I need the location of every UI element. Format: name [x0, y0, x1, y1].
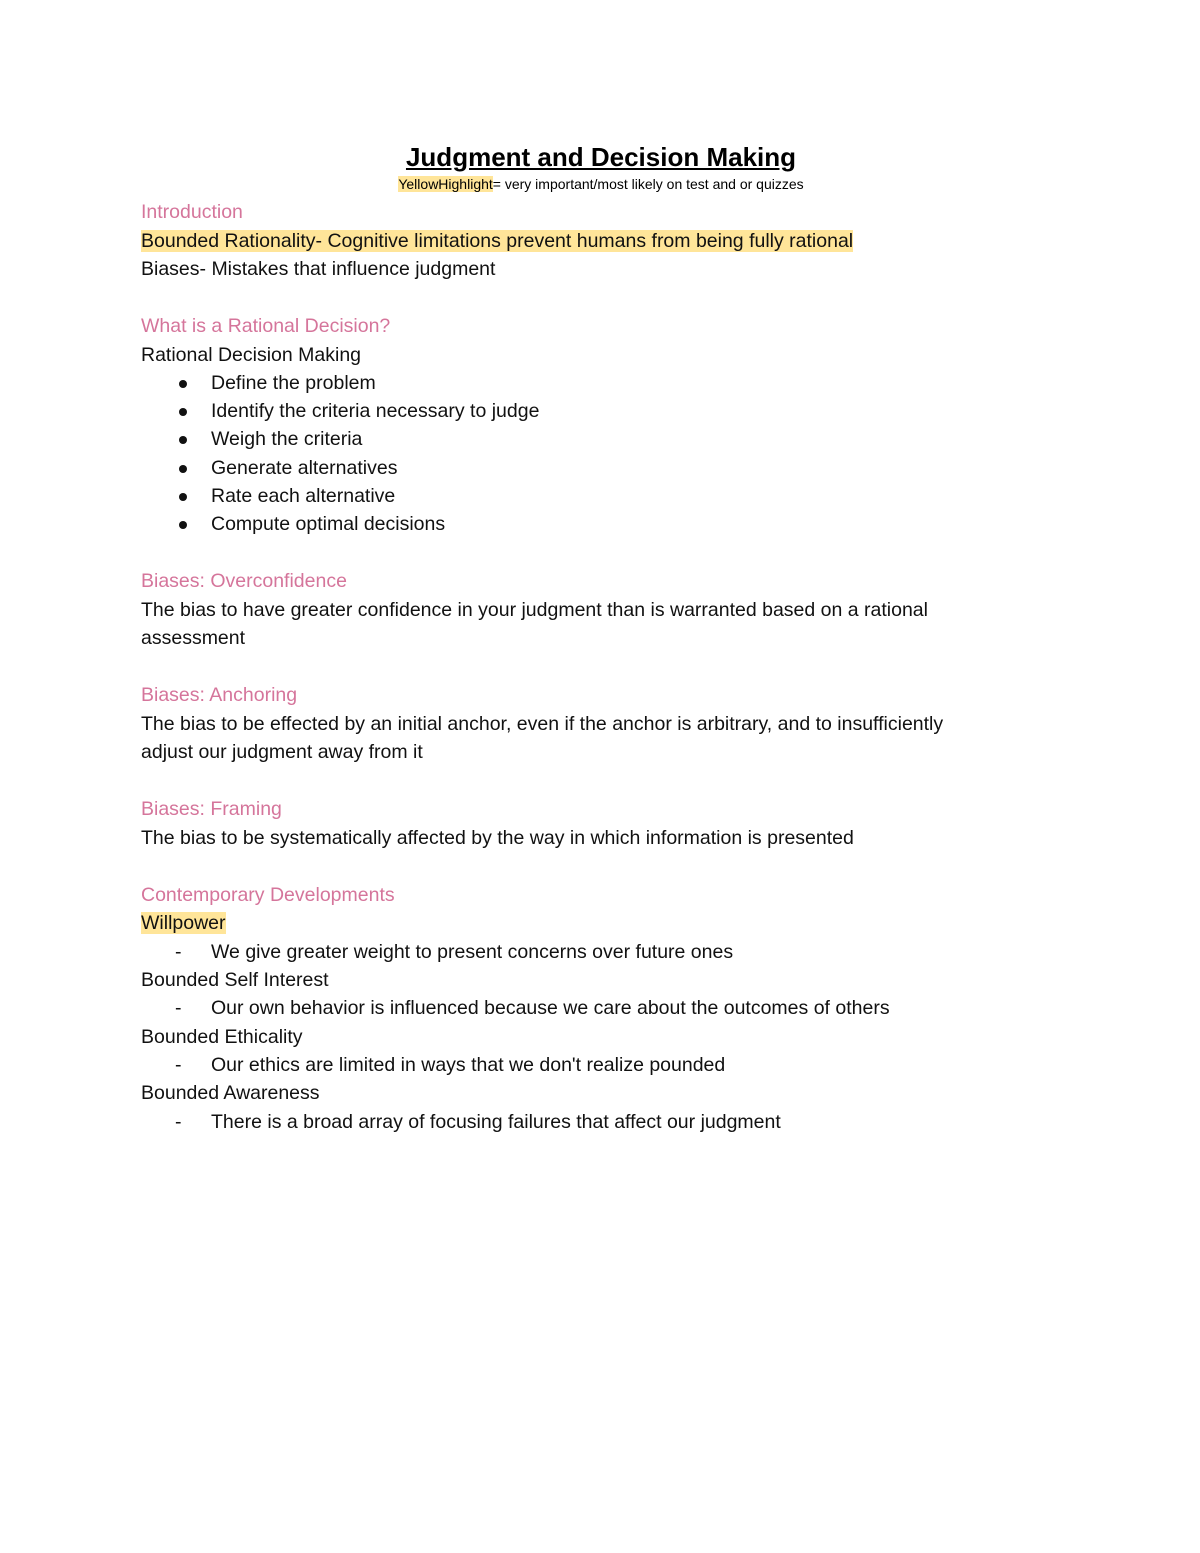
heading-introduction: Introduction: [141, 201, 243, 223]
self-interest-list: [141, 994, 1061, 1022]
anchoring-line-1: The bias to be effected by an initial anchor, even if the anchor is arbitrary, and to insufficiently: [141, 712, 944, 735]
spacer: [141, 538, 1061, 567]
willpower-list: [141, 938, 1061, 966]
bounded-ethicality-term: Bounded Ethicality: [141, 1025, 303, 1048]
overconfidence-line-1: The bias to have greater confidence in your judgment than is warranted based on a rational: [141, 598, 928, 621]
dash-icon: -: [175, 1054, 182, 1077]
dash-icon: -: [175, 997, 182, 1020]
willpower-term: [141, 909, 1061, 938]
spacer: [141, 653, 1061, 682]
list-item-text: We give greater weight to present concerns over future ones: [211, 940, 734, 963]
bullet-icon: [179, 493, 187, 501]
list-item-text: Identify the criteria necessary to judge: [211, 400, 540, 423]
bullet-icon: [179, 465, 187, 473]
list-item-text: Our ethics are limited in ways that we don't realize pounded: [211, 1054, 726, 1077]
document-page: [141, 140, 1061, 1136]
spacer: [141, 852, 1061, 881]
rational-steps-list: [141, 369, 1061, 538]
bounded-rationality-line: [141, 227, 1061, 256]
bounded-self-interest-term: Bounded Self Interest: [141, 968, 329, 991]
dash-icon: -: [175, 1110, 182, 1133]
list-item: [141, 397, 1061, 425]
awareness-list: [141, 1108, 1061, 1136]
heading-contemporary-developments: Contemporary Developments: [141, 883, 395, 906]
list-item: [141, 994, 1061, 1022]
overconfidence-line-2: assessment: [141, 627, 246, 650]
heading-anchoring: Biases: Anchoring: [141, 684, 298, 707]
bounded-rationality-highlight: Bounded Rationality- Cognitive limitations prevent humans from being fully rational: [141, 229, 854, 252]
list-item: [141, 510, 1061, 538]
willpower-highlight: Willpower: [141, 912, 226, 935]
list-item: [141, 425, 1061, 453]
list-item-text: Compute optimal decisions: [211, 513, 446, 536]
rational-decision-subtitle: Rational Decision Making: [141, 343, 362, 366]
ethicality-list: [141, 1051, 1061, 1079]
bullet-icon: [179, 408, 187, 416]
bullet-icon: [179, 436, 187, 444]
list-item: [141, 482, 1061, 510]
bounded-awareness-term: Bounded Awareness: [141, 1082, 320, 1105]
list-item: [141, 938, 1061, 966]
spacer: [141, 767, 1061, 796]
spacer: [141, 284, 1061, 313]
legend-text: = very important/most likely on test and or quizzes: [492, 176, 804, 192]
list-item-text: Weigh the criteria: [211, 428, 363, 451]
legend-highlight-sample: YellowHighlight: [398, 176, 493, 192]
anchoring-line-2: adjust our judgment away from it: [141, 741, 423, 764]
framing-line-1: The bias to be systematically affected by the way in which information is presented: [141, 826, 854, 849]
dash-icon: -: [175, 940, 182, 963]
heading-overconfidence: Biases: Overconfidence: [141, 570, 347, 593]
document-title: Judgment and Decision Making: [405, 142, 797, 172]
list-item-text: Our own behavior is influenced because we care about the outcomes of others: [211, 997, 890, 1020]
list-item: [141, 369, 1061, 397]
biases-definition-line: Biases- Mistakes that influence judgment: [141, 258, 496, 280]
list-item-text: Define the problem: [211, 372, 376, 394]
list-item: [141, 1108, 1061, 1136]
list-item: [141, 454, 1061, 482]
bullet-icon: [179, 521, 187, 529]
bullet-icon: [179, 380, 187, 388]
list-item: [141, 1051, 1061, 1079]
list-item-text: Generate alternatives: [211, 456, 398, 479]
highlight-legend: [141, 174, 1061, 194]
list-item-text: There is a broad array of focusing failures that affect our judgment: [211, 1110, 781, 1133]
heading-framing: Biases: Framing: [141, 798, 282, 821]
heading-rational-decision: What is a Rational Decision?: [141, 315, 391, 337]
list-item-text: Rate each alternative: [211, 484, 396, 507]
